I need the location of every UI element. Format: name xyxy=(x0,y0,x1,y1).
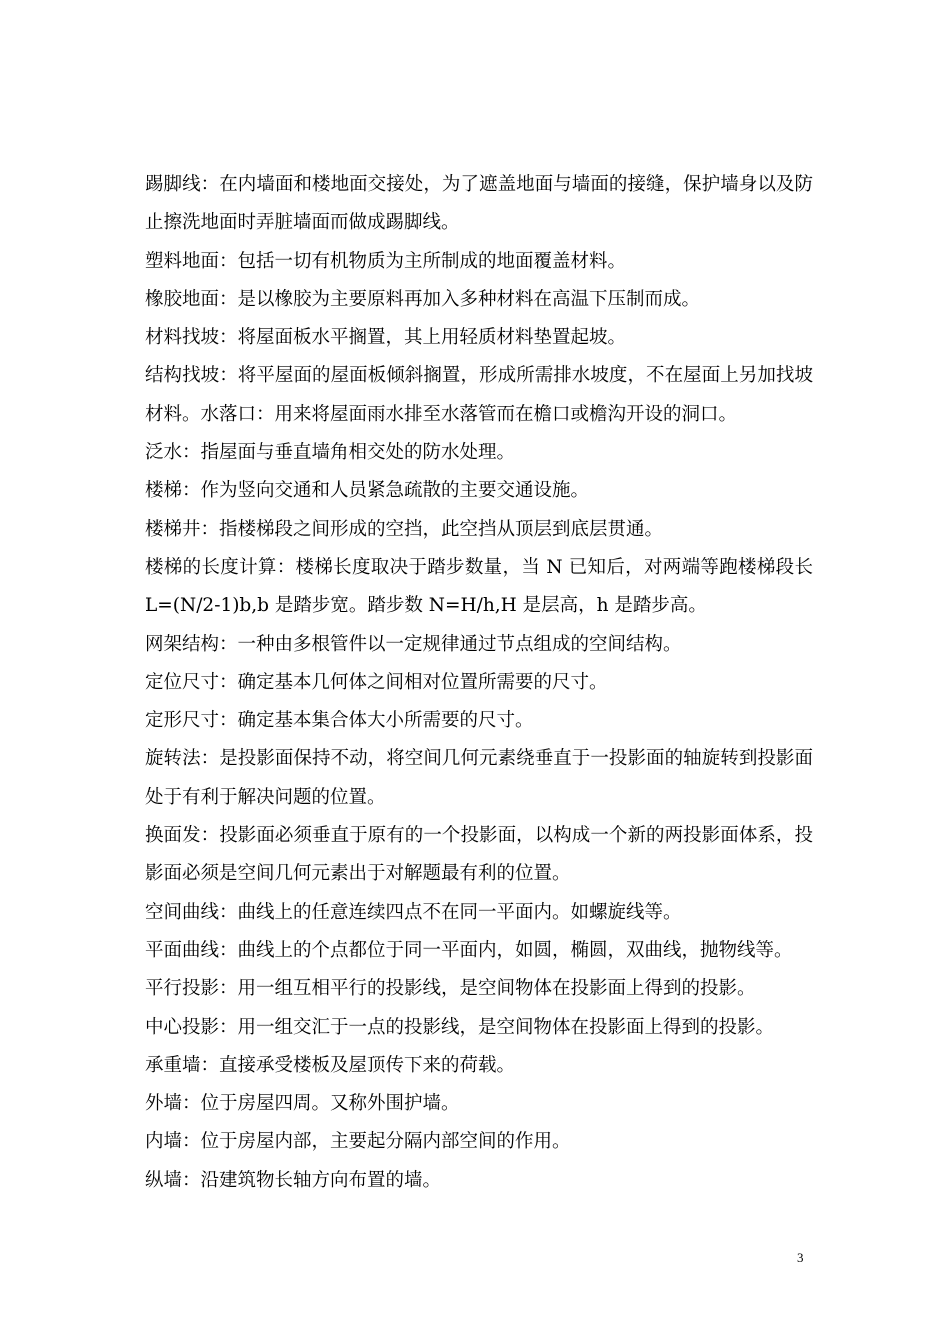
paragraph-stair-length: 楼梯的长度计算：楼梯长度取决于踏步数量，当 N 已知后，对两端等跑楼梯段长 L=(N/2-1)b,b 是踏步宽。踏步数 N=H/h,H 是层高，h 是踏步高。 xyxy=(145,556,813,617)
document-body xyxy=(145,166,813,1200)
paragraph-material-slope: 材料找坡：将屋面板水平搁置，其上用轻质材料垫置起坡。 xyxy=(145,327,627,349)
paragraph-plane-curve: 平面曲线：曲线上的个点都位于同一平面内，如圆，椭圆，双曲线，抛物线等。 xyxy=(145,939,793,961)
paragraph-longitudinal-wall: 纵墙：沿建筑物长轴方向布置的墙。 xyxy=(145,1169,442,1191)
paragraph-space-frame: 网架结构：一种由多根管件以一定规律通过节点组成的空间结构。 xyxy=(145,633,682,655)
paragraph-rotation-method: 旋转法：是投影面保持不动，将空间几何元素绕垂直于一投影面的轴旋转到投影面处于有利于解决问题的位置。 xyxy=(145,748,813,808)
paragraph-central-projection: 中心投影：用一组交汇于一点的投影线，是空间物体在投影面上得到的投影。 xyxy=(145,1016,775,1038)
paragraph-plastic-floor: 塑料地面：包括一切有机物质为主所制成的地面覆盖材料。 xyxy=(145,250,627,272)
paragraph-parallel-projection: 平行投影：用一组互相平行的投影线，是空间物体在投影面上得到的投影。 xyxy=(145,978,756,1000)
paragraph-exterior-wall: 外墙：位于房屋四周。又称外围护墙。 xyxy=(145,1093,460,1115)
paragraph-flashing: 泛水：指屋面与垂直墙角相交处的防水处理。 xyxy=(145,442,516,464)
paragraph-change-plane-method: 换面发：投影面必须垂直于原有的一个投影面，以构成一个新的两投影面体系，投影面必须是空间几何元素出于对解题最有利的位置。 xyxy=(145,825,813,885)
paragraph-baseboard: 踢脚线：在内墙面和楼地面交接处，为了遮盖地面与墙面的接缝，保护墙身以及防止擦洗地面时弄脏墙面而做成踢脚线。 xyxy=(145,174,813,234)
paragraph-stairs: 楼梯：作为竖向交通和人员紧急疏散的主要交通设施。 xyxy=(145,480,590,502)
paragraph-load-bearing-wall: 承重墙：直接承受楼板及屋顶传下来的荷载。 xyxy=(145,1054,516,1076)
page-number: 3 xyxy=(797,1250,804,1265)
paragraph-structural-slope: 结构找坡：将平屋面的屋面板倾斜搁置，形成所需排水坡度，不在屋面上另加找坡材料。水落口：用来将屋面雨水排至水落管而在檐口或檐沟开设的洞口。 xyxy=(145,365,813,425)
paragraph-interior-wall: 内墙：位于房屋内部，主要起分隔内部空间的作用。 xyxy=(145,1131,571,1153)
paragraph-locating-dimension: 定位尺寸：确定基本几何体之间相对位置所需要的尺寸。 xyxy=(145,671,608,693)
paragraph-space-curve: 空间曲线：曲线上的任意连续四点不在同一平面内。如螺旋线等。 xyxy=(145,901,682,923)
paragraph-rubber-floor: 橡胶地面：是以橡胶为主要原料再加入多种材料在高温下压制而成。 xyxy=(145,288,701,310)
paragraph-sizing-dimension: 定形尺寸：确定基本集合体大小所需要的尺寸。 xyxy=(145,710,534,732)
paragraph-stairwell: 楼梯井：指楼梯段之间形成的空挡，此空挡从顶层到底层贯通。 xyxy=(145,518,664,540)
